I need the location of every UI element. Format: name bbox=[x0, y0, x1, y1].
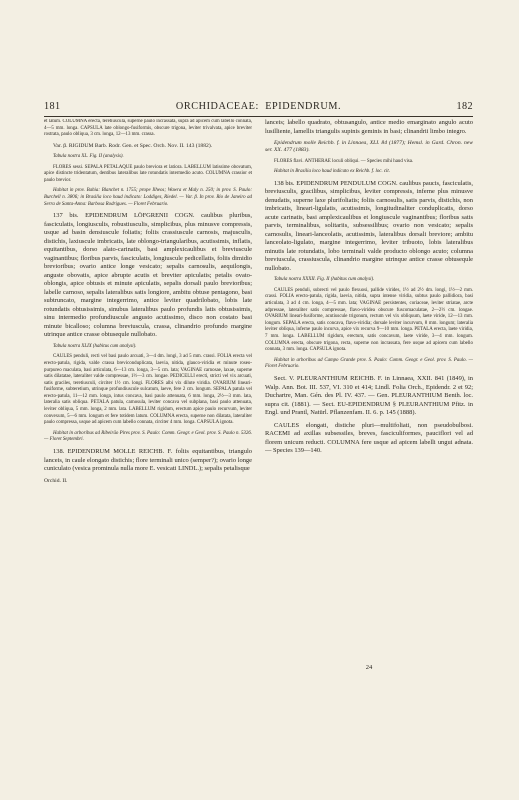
left-tabula-ref-2: Tabula nostra XLIX (habitus cum analysi). bbox=[53, 343, 137, 349]
page-number-right: 182 bbox=[456, 101, 473, 112]
page-header bbox=[44, 101, 473, 117]
left-tabula-ref: Tabula nostra XL. Fig. II (analysis). bbox=[53, 154, 124, 160]
right-species-description: CAULES penduli, subrecti vel paulo flexuosi, pallide virides, 1½ ad 2½ dm. longi, 1½—2 mm. crassi. FOLIA erecto-patula, rigida, laevia, nitida, supra intense viridia, subtus paulo pallidiora, basi articulata, 3 ad 4 cm. longa, 4—5 mm. lata; VAGINAE persistentes, coriaceae, leviter striatae, arcte adpressae, lateraliter satis compressae, flavo-viridea obscure fuscomaculatae, 2—2½ cm. longae. OVARIUM lineari-fusiforme, acutiuscule trigonum, rectum vel vix obliquum, laete viride, 12—13 mm. longum. SEPALA erecta, satis concava, flavo-viridia; dorsale leviter incurvum, 8 mm. longum; lateralia leviter obliqua, inferne paulo incurva, apice vix recurva 9—10 mm. longa. PETALA erecta, laete viridia, 7 mm. longa. LABELLUM rigidum, erectum, satis concavum, laete viride, 3—4 mm. longum. COLUMNA erecta, obscure trigona, recta, superne non incrassata, fere usque ad apicem cum labello connata, 3 mm. longa. CAPSULA ignota. bbox=[265, 287, 473, 353]
running-title-family: ORCHIDACEAE: bbox=[175, 101, 259, 112]
page-footer-number: 24 bbox=[365, 664, 373, 671]
right-habitat: Habitat in Brasilia loco haud indicato ex Reichb. f. loc. cit. bbox=[274, 169, 390, 175]
page-number-left: 181 bbox=[44, 101, 61, 112]
left-column bbox=[44, 119, 252, 719]
right-paragraph-continued: lanceis; labello quadrato, obtusangulo, antice medio emarginato angulo acuto lusilliente, lamellis triangulis supinis geminis in basi; clinandrii limbo integro. bbox=[265, 119, 473, 135]
left-species-137bis: 137 bis. EPIDENDRUM LÖFGRENII COGN. caulibus pluribus, fasciculatis, longiusculis, robustiusculis, simplicibus, plus minusve compressis, usque ad basin densiuscule foliatis; foliis crassiuscule carnosis, majusculis, distichis, laxiuscule imbricatis, late oblongo-triangularibus, acutissimis, inflatis, equitantibus, dorso alato-carinatis, basi amplexicaulibus et breviuscule vaginantibus; floribus parvis, fasciculatis, longiuscule pedicellatis, foliis dimidio brevioribus; ovario antice longe vesicato; sepalis carnosulis, aequilongis, anguste obovatis, apice abrupte acutis et breviter apiculatis; petalis ovato-oblongis, apice obtusis et minute apiculatis, sepalis dorsali paulo brevioribus; labelle carnoso, sepalis lateralibus satis longiore, ambitu obtuse pentagono, basi subtruncato, margine integerrimo, antice leviter quadrilobato, lobis late rotundatis obtusissimis, sinubus lateralibus paulo profundis latis obtusissimis, sinu intermedio profundiuscule angusto acutissimo, disco non costato basi minute bicalloso; columna breviuscula, crassa, clinandrio profundo margine utrinque antice crasse obtusequle nullobato. bbox=[44, 212, 252, 339]
left-habitat-2: Habitat in arboribus ad Ribeirão Pires prov. S. Paulo: Comm. Geogr. e Geol. prov. S. Paulo n. 5326. — Floret Septembri. bbox=[44, 430, 252, 443]
left-species-description: CAULES penduli, recti vel basi paulo arcuati, 3—4 dm. longi, 3 ad 5 mm. crassi. FOLIA erecta vel erecto-patula, rigida, valde crassa breviconduplicata, laevia, nitida, glauco-viridia et minute roseo-purpureo maculata, basi articulata, 6—13 cm. longa, 3—5 cm. lata; VAGINAE carnosae, laxae, superne satis dilatatae, lateraliter valde compressae, 1½—3 cm. longae. PEDICELLI erecti, stricti vel vix arcuati, satis graciles, teretiusculi, circiter 1½ cm. longi. FLORES albi vix dilute viridia. OVARIUM lineari-fusiforme, subteretium, utrinque profundiuscule sulcatum, laeve, fere 2 cm. longum. SEPALA patula vel erecto-patula, 11—12 mm. longa, intus concava, basi paulo attenuata, 6 mm. longa, 2½—3 mm. lata, lateralia satis obliqua. PETALA patula, carnosula, leviter concava vel subplana, basi paulo attenuata, leviter obliqua, 5 mm. longa, 2 mm. lata. LABELLUM rigidum, erectum apice paulo recurvum, leviter convexum, 5—6 mm. longum et fere totidem latum. COLUMNA erecta, superne non dilatata, lateraliter paulo compressa, usque ad apicem cum labello connata, circiter 4 mm. longa. CAPSULA ignota. bbox=[44, 354, 252, 426]
right-habitat-2: Habitat in arboribus ad Campo Grande prov. S. Paulo: Comm. Geogr. e Geol. prov. S. Paulo. — Floret Februario. bbox=[265, 357, 473, 370]
right-tabula-ref: Tabula nostra XXXII. Fig. II (habitus cum analysi). bbox=[274, 277, 375, 283]
running-title bbox=[176, 101, 341, 112]
left-variety-description: FLORES sessi. SEPALA PETALAQUE paulo breviora et latiora. LABELLUM latissime obovatum, apice distincte tridentatum, dentibus lateralibus late rotundatis intermedio acuto. COLUMNA crassior et paulo brevior. bbox=[44, 164, 252, 183]
running-title-genus: EPIDENDRUM. bbox=[265, 101, 342, 112]
left-paragraph-continued: et latum. COLUMNA erecta, teretiuscula, superne paulo incrassata, supra ad apicem cum labello connata, 4—5 mm. longa. CAPSULA late oblongo-fusiformis, obscure trigona, leviter trivalvata, apice breviter rostrata, paulo obliqua, 3 cm. longa, 12—13 mm. crassa. bbox=[44, 119, 252, 138]
right-column bbox=[265, 119, 473, 659]
right-section-heading: Sect. V. PLEURANTHIUM REICHB. F. in Linnaea, XXII. 841 (1849), in Walp. Ann. Bot. III. 537, VI. 310 et 414; Lindl. Folia Orch., Epidendr. 2 et 92; Duchartre, Man. Gén. des Pl. IV. 437. — Gen. PLEURANTHIUM Benth. loc. supra cit. (1881). — Sect. EU-EPIDENDRUM § PLEURANTHIUM Pfitz. in Engl. und Prantl, Natürl. Pflanzenfam. II. 6. p. 145 (1888). bbox=[265, 375, 473, 416]
left-variety-heading: Var. β. RIGIDUM Barb. Rodr. Gen. et Spec. Orch. Nov. II. 143 (1882). bbox=[53, 142, 213, 149]
left-habitat: Habitat in prov. Bahia: Blanchet n. 1755; prope Ilheos; Wawra et Maly n. 250; in prov. S. Paulo: Burchell n. 3806; in Brasilia loco haud indicato: Loddiges, Riedel. — Var. β. In prov. Rio de Janeiro ad Serra de Santa-Anna: Barbosa Rodrigues. — Floret Februario. bbox=[44, 188, 252, 207]
right-species-138bis: 138 bis. EPIDENDRUM PENDULUM COGN. caulibus paucis, fasciculatis, breviusculis, gracilibus, simplicibus, leviter compressis, inferne plus minusve denudatis, superne laxe plurifoliatis; foliis carnosulis, satis parvis, distichis, non imbricatis, lineari-ligulatis, acutissimis, longitudinaliter conduplicatis, dorso acute carinatis, basi amplexicaulibus et longiuscule vaginantibus; floribus satis parvis, terminalibus, solitariis, subsessilibus; ovario non vesicato; sepalis carnosulis, lineari-lanceolatis, acutissimis, lateralibus dorsali breviore; ambitu lanceolato-ligulato, margine integerrimo, leviter tribuoto, lobis lateralibus minutis late rotundatis, lobo terminali valde producto oblongo acuto; columna breviuscula, crassiuscula, clinandrio margine utrinque antice crasse obtusequle nullobato. bbox=[265, 179, 473, 272]
right-section-description: CAULES elongati, distiche pluri—multifoliati, non pseudobulbosi. RACEMI ad axillas subsessiles, breves, fasciculiformes, pauciflori vel ad florem unicum reducti. COLUMNA fere usque ad apicem labelli ungui adnata. — Species 139—140. bbox=[265, 421, 473, 454]
left-species-138: 138. EPIDENDRUM MOLLE REICHB. F. foliis equitantibus, triangulo lanceis, in caule elongato distichis; flore terminali unico (semper?); ovario longe cuniculato (vesica prominula nulla more E. vesicati LINDL.); sepalis petalisque bbox=[44, 448, 252, 473]
left-signature: Orchid. II. bbox=[44, 477, 68, 484]
right-flores-note: FLORES flavi. ANTHERAE loculi obliqui. — Species mihi haud visa. bbox=[274, 158, 414, 164]
right-synonymy: Epidendrum molle Reichb. f. in Linnaea, XLI. 84 (1877); Hemsl. in Gard. Chron. new ser. XX. 477 (1883). bbox=[265, 140, 473, 154]
